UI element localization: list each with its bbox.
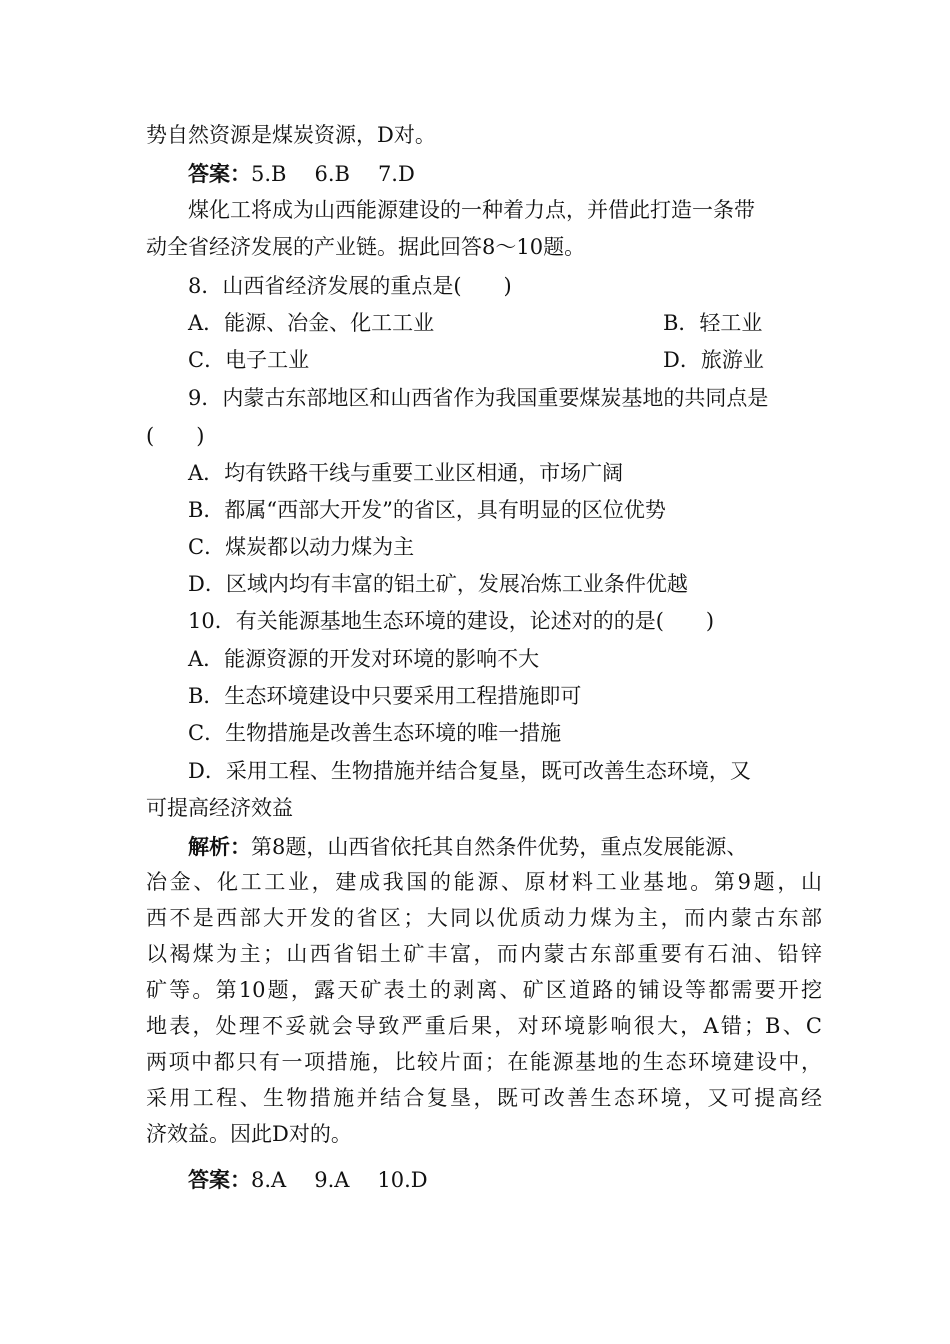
question-10-option-d-cont: 可提高经济效益: [146, 796, 293, 820]
answer-8-10: [188, 1161, 428, 1198]
answer-item: 5.B: [251, 162, 287, 186]
analysis-label: 解析：: [188, 834, 251, 859]
option-d: D．旅游业: [663, 348, 764, 372]
question-9-stem: 9．内蒙古东部地区和山西省作为我国重要煤炭基地的共同点是: [188, 386, 769, 410]
question-9-option-d: D．区域内均有丰富的铝土矿，发展冶炼工业条件优越: [188, 572, 688, 596]
analysis-line: 地表，处理不妥就会导致严重后果，对环境影响很大，A错；B、C: [146, 1014, 822, 1038]
answer-item: 9.A: [314, 1168, 350, 1192]
analysis-first-line: [188, 828, 747, 865]
question-10-option-c: C．生物措施是改善生态环境的唯一措施: [188, 721, 562, 745]
option-b: B．轻工业: [663, 311, 763, 335]
question-10-stem: 10．有关能源基地生态环境的建设，论述对的的是( ): [188, 609, 715, 633]
option-c: C．电子工业: [188, 348, 310, 372]
answer-item: 10.D: [377, 1168, 428, 1192]
analysis-line: 采用工程、生物措施并结合复垦，既可改善生态环境，又可提高经: [146, 1086, 822, 1110]
question-10-option-d: D．采用工程、生物措施并结合复垦，既可改善生态环境，又: [188, 759, 751, 783]
question-9-option-b: B．都属“西部大开发”的省区，具有明显的区位优势: [188, 498, 666, 522]
intro-line: 煤化工将成为山西能源建设的一种着力点，并借此打造一条带: [188, 198, 755, 222]
answer-item: 8.A: [251, 1168, 287, 1192]
analysis-line: 西不是西部大开发的省区；大同以优质动力煤为主，而内蒙古东部: [146, 906, 822, 930]
question-8-options-row: [188, 305, 763, 342]
analysis-line: 冶金、化工工业，建成我国的能源、原材料工业基地。第9题，山: [146, 870, 822, 894]
answer-5-7: [188, 155, 415, 192]
question-8-stem: 8．山西省经济发展的重点是( ): [188, 274, 512, 298]
answer-item: 7.D: [377, 162, 415, 186]
question-9-stem-bracket: ( ): [146, 424, 205, 448]
analysis-last-line: 济效益。因此D对的。: [146, 1122, 352, 1146]
question-9-option-c: C．煤炭都以动力煤为主: [188, 535, 415, 559]
analysis-line: 以褐煤为主；山西省铝土矿丰富，而内蒙古东部重要有石油、铅锌: [146, 942, 822, 966]
answer-label: 答案：: [188, 1167, 251, 1192]
question-10-option-b: B．生态环境建设中只要采用工程措施即可: [188, 684, 582, 708]
previous-explanation-tail: 势自然资源是煤炭资源，D对。: [146, 123, 436, 147]
analysis-line: 矿等。第10题，露天矿表土的剥离、矿区道路的铺设等都需要开挖: [146, 978, 822, 1002]
answer-label: 答案：: [188, 161, 251, 186]
analysis-line: 两项中都只有一项措施，比较片面；在能源基地的生态环境建设中，: [146, 1050, 822, 1074]
intro-line: 动全省经济发展的产业链。据此回答8～10题。: [146, 235, 586, 259]
question-9-option-a: A．均有铁路干线与重要工业区相通，市场广阔: [188, 461, 624, 485]
analysis-text: 第8题，山西省依托其自然条件优势，重点发展能源、: [251, 835, 748, 859]
answer-item: 6.B: [314, 162, 350, 186]
option-a: A．能源、冶金、化工工业: [188, 311, 435, 335]
question-10-option-a: A．能源资源的开发对环境的影响不大: [188, 647, 540, 671]
question-8-options-row: [188, 342, 764, 379]
